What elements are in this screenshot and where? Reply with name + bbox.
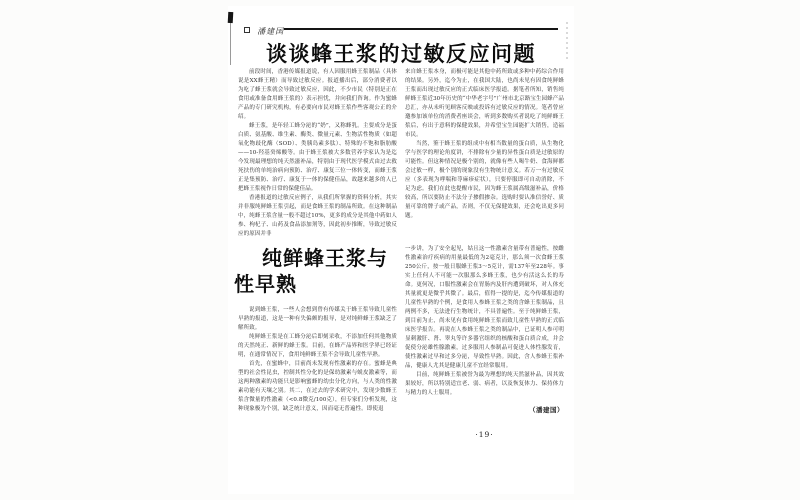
paragraph: 纯鲜蜂王浆是在工蜂分泌后即刻采收，不添加任何其他物质的天然纯正、新鲜的蜂王浆。目前，在蜂产品界和医学界已经证明，在通常情况下，食用纯鲜蜂王浆不会导致儿童性早熟。 bbox=[238, 334, 397, 358]
paragraph: 首先，在蜜蜂中，目前尚未发现有性激素的存在。蜜蜂是典型的社会性昆虫，控制其性分化的是保幼激素与蜕皮激素等，而这两种激素的功能只是影响蜜蜂的幼虫分化方向，与人类的性激素功能有天壤之别。其二，在过去的学术研究中，发现少数蜂王浆含微量的性激素（<0.8微克/100克），但专家们分析发现，这种现象极为个别，缺乏统计意义，因而毫无普遍性。即使退 bbox=[238, 361, 397, 412]
paragraph: 前段时间，香港传媒报道说，有人因服用蜂王浆制品（具体说是XX蜂王精）而导致过敏反应。报道播出后，部分消费者以为吃了蜂王浆就会导致过敏反应，因此，不少市民（特别是正在食用或准备食用蜂王浆的）表示担忧，并向我们咨询。作为蜜蜂产品的专门研究机构，有必要向市民对蜂王浆作些客观公正的介绍。 bbox=[238, 69, 397, 120]
right-column bbox=[405, 68, 564, 488]
byline-author: 潘建国 bbox=[257, 27, 285, 36]
paragraph: 目前，纯鲜蜂王浆被誉为最为理想的纯天然滋补品，因其效果较好，所以特别适宜老、弱、病者，以及恢复体力、保持体力与精力的人士服用。 bbox=[405, 372, 564, 396]
article-title: 谈谈蜂王浆的过敏反应问题 bbox=[266, 43, 536, 66]
article-body bbox=[234, 68, 564, 488]
page-number: ·19· bbox=[475, 430, 494, 439]
author-signature: （潘建国） bbox=[529, 406, 564, 414]
paragraph: 当然，鉴于蜂王浆的组成中有相当数量的蛋白质，从生物化学与医学的理论角度讲，不排除有少量的异性蛋白质是过敏原的可能性。但这种情况是极个别的，就像有些人喝牛奶、食海鲜都会过敏一样，极个别的现象没有生物统计意义。若万一有过敏反应（多表现为哮喘和荨麻疹症状），只要停服即可自动消除，不足为虑。我们在此也提醒市民，因为蜂王浆属高级滋补品，价格较高，所以要防止不法分子掺假掺杂。选购时要认准信誉好、质量可靠的牌子或产品，否则，不仅无保健效果，还会吃出更多问题。 bbox=[405, 141, 564, 219]
paragraph: 一步讲，为了安全起见，姑且这一性激素含量带有普遍性，按雌性激素治疗疾病的用量最低的为2毫克计，那么须一次食蜂王浆250公斤，按一般日服蜂王浆3～5克计，需137年至228年。事实上任何人不可能一次服那么多蜂王浆，也少有活这么长的寿命。更何况，口服性激素会在胃肠内及肝内遭到破坏，对人体充其量就更是微乎其微了。最后，值得一提的是，迄今传媒报道的儿童性早熟的个例，是食用人参蜂王浆之类的含蜂王浆制品，且两例不多，无法进行生物统计，不具普遍性。至于纯鲜蜂王浆，到目前为止，尚未见有食用纯鲜蜂王浆而致儿童性早熟的正式临床医学报告。再说在人参蜂王浆之类的制品中，已证明人参可明显刺激肝、肾、睾丸等许多器官组织的核酸和蛋白质合成，并会促使分泌雄性腺激素，过多服用人参制品可促进人体性腺发育，使性激素过早和过多分泌，导致性早熟。因此，含人参蜂王浆补品，健康人尤其是健康儿童不宜经常服用。 bbox=[405, 246, 564, 369]
author-box-icon bbox=[244, 27, 250, 33]
section-title-line1: 纯鲜蜂王浆与 bbox=[262, 248, 388, 270]
paragraph: 蜂王浆，是年轻工蜂分泌的“奶”，又称蜂乳。主要成分是蛋白质、氨基酸、维生素、酶类、微量元素、生物活性物质（如超氧化物歧化酶（SOD）、类胰岛素多肽）、特殊的不饱和脂肪酸——10-羟基癸烯酸等。由于蜂王浆被大多数营养学家认为是迄今发现最理想的纯天然滋补品，特别由于现代医学模式由过去救死扶伤的单纯治病向预防、治疗、康复三位一体转变，而蜂王浆正是集预防、治疗、康复于一体的保健佳品，故越来越多的人已把蜂王浆视作日常的保健佳品。 bbox=[238, 123, 397, 192]
left-column bbox=[234, 68, 397, 488]
paragraph: 香港报道的过敏反应例子，从我们所掌握的资料分析，其实并非服纯鲜蜂王浆引起，而是食蜂王浆的制品所致。在这种制品中，纯蜂王浆含量一般不超过10%，更多的成分是其他中药如人参、枸杞子、山药及食品添加剂等，因此初步推断，导致过敏反应的原因并非 bbox=[238, 195, 397, 237]
section-title-line2: 性早熟 bbox=[234, 274, 297, 296]
column-gap bbox=[405, 221, 564, 245]
paragraph: 来自蜂王浆本身，而极可能是其他中药所致或多种中药综合作用的结果。另外，迄今为止，在我国大陆，也尚未见有因食纯鲜蜂王浆而出现过敏反应的正式临床医学报道。据笔者所知，销售纯鲜蜂王浆近30年历史的“中华老字号”广州市北京路宝生园蜂产品总汇，亦从未听见顾客反映或投诉有过敏反应的情况。笔者曾应邀参加该单位的消费者座谈会，听到多数购买者说吃了纯鲜蜂王浆后，有出于意料的保健效果，并希望宝生园能扩大销售，造福市民。 bbox=[405, 69, 564, 138]
section-title bbox=[234, 246, 397, 298]
scanned-article-page bbox=[228, 6, 574, 494]
paragraph: 说到蜂王浆，一些人会想到曾有传媒关于蜂王浆导致儿童性早熟的报道，这是一种有失偏颇的报导，是对纯鲜蜂王浆缺乏了解所致。 bbox=[238, 307, 397, 331]
header-rule bbox=[284, 28, 558, 30]
scan-artifact-mark bbox=[228, 12, 234, 23]
